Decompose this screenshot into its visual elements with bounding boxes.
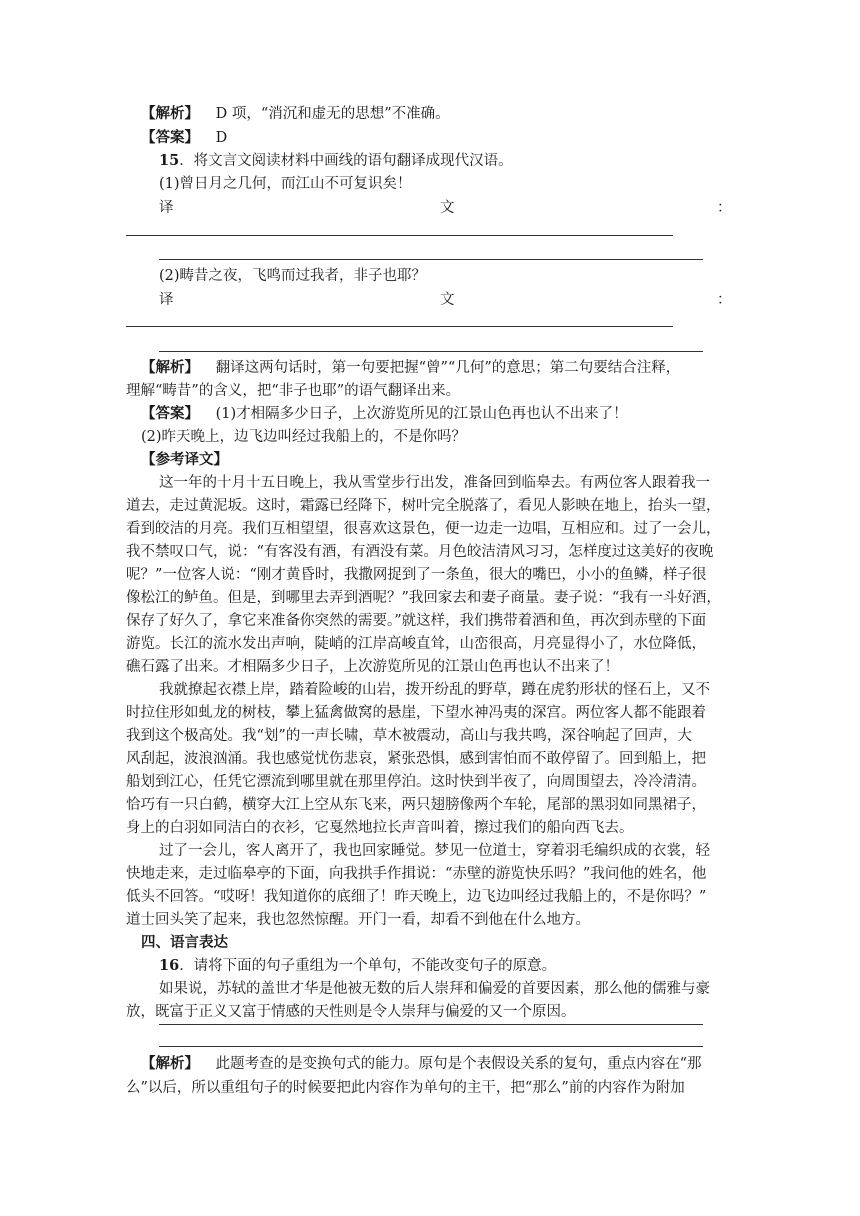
translate-label-1a: 译 bbox=[159, 200, 174, 216]
q15-prompt: ．将文言文阅读材料中画线的语句翻译成现代汉语。 bbox=[179, 153, 513, 169]
q16-analysis-text-2: 么”以后，所以重组句子的时候要把此内容作为单句的主干，把“那么”前的内容作为附加 bbox=[126, 1080, 685, 1096]
translation-line: 呢？”一位客人说：“刚才黄昏时，我撒网捉到了一条鱼，很大的嘴巴，小小的鱼鳞，样子很 bbox=[126, 567, 707, 583]
q15-analysis-line-1 bbox=[141, 358, 860, 378]
translation-line: 保存了好久了，拿它来准备你突然的需要。”就这样，我们携带着酒和鱼，再次到赤壁的下面 bbox=[126, 613, 707, 629]
q15-prompt-line bbox=[159, 151, 860, 171]
q15-analysis-text-2: 理解“畴昔”的含义，把“非子也耶”的语气翻译出来。 bbox=[126, 383, 461, 399]
answer-line bbox=[141, 128, 860, 148]
answer-rule bbox=[159, 1046, 703, 1047]
translation-line: 船划到江心，任凭它漂流到哪里就在那里停泊。这时快到半夜了，向周围望去，冷冷清清。 bbox=[126, 774, 706, 790]
translation-line: 过了一会儿，客人离开了，我也回家睡觉。梦见一位道士，穿着羽毛编织成的衣裳，轻 bbox=[159, 843, 710, 859]
translate-label-1b: 文 bbox=[440, 200, 455, 216]
q15-answer-line-1 bbox=[141, 404, 860, 424]
q15-sentence-2: (2)畴昔之夜，飞鸣而过我者，非子也耶？ bbox=[159, 268, 427, 284]
q16-analysis-label: 【解析】 bbox=[141, 1055, 199, 1072]
translation-line: 这一年的十月十五日晚上，我从雪堂步行出发，准备回到临皋去。有两位客人跟着我一 bbox=[159, 475, 710, 491]
q16-prompt-line bbox=[159, 956, 860, 976]
q16-analysis-text-1: 此题考查的是变换句式的能力。原句是个表假设关系的复句，重点内容在“那 bbox=[215, 1056, 702, 1072]
q16-analysis-line-1 bbox=[141, 1054, 860, 1074]
q16-text-1: 如果说，苏轼的盖世才华是他被无数的后人崇拜和偏爱的首要因素，那么他的儒雅与豪 bbox=[159, 981, 710, 997]
translate-label-2c: ： bbox=[717, 292, 732, 308]
translation-line: 我不禁叹口气，说：“有客没有酒，有酒没有菜。月色皎洁清风习习，怎样度过这美好的夜晚 bbox=[126, 544, 714, 560]
q16-prompt: ．请将下面的句子重组为一个单句，不能改变句子的原意。 bbox=[179, 958, 557, 974]
translation-line: 我就撩起衣襟上岸，踏着险峻的山岩，拨开纷乱的野草，蹲在虎豹形状的怪石上，又不 bbox=[159, 682, 710, 698]
answer-rule bbox=[159, 259, 703, 260]
q15-answer-text-2: (2)昨天晚上，边飞边叫经过我船上的，不是你吗？ bbox=[141, 429, 467, 445]
q16-number: 16 bbox=[159, 957, 180, 974]
translate-label-2a: 译 bbox=[159, 292, 174, 308]
translate-label-1c: ： bbox=[717, 200, 732, 216]
analysis-text: D 项，“消沉和虚无的思想”不准确。 bbox=[215, 106, 450, 122]
q15-answer-text-1: (1)才相隔多少日子，上次游览所见的江景山色再也认不出来了！ bbox=[215, 406, 628, 422]
q15-analysis-text-1: 翻译这两句话时，第一句要把握“曾”“几何”的意思；第二句要结合注释， bbox=[215, 360, 681, 376]
translation-line: 快地走来，走过临皋亭的下面，向我拱手作揖说：“赤壁的游览快乐吗？”我问他的姓名，他 bbox=[126, 866, 707, 882]
q16-text-2: 放，既富于正义又富于情感的天性则是令人崇拜与偏爱的又一个原因。 bbox=[126, 1004, 576, 1020]
translation-line: 看到皎洁的月亮。我们互相望望，很喜欢这景色，便一边走一边唱，互相应和。过了一会儿， bbox=[126, 521, 721, 537]
analysis-label: 【解析】 bbox=[141, 105, 199, 122]
translation-line: 游览。长江的流水发出声响，陡峭的江岸高峻直耸，山峦很高，月亮显得小了，水位降低， bbox=[126, 636, 706, 652]
translation-line: 风刮起，波浪汹涌。我也感觉忧伤悲哀，紧张恐惧，感到害怕而不敢停留了。回到船上，把 bbox=[126, 751, 706, 767]
translation-line: 低头不回答。“哎呀！我知道你的底细了！昨天晚上，边飞边叫经过我船上的，不是你吗？” bbox=[126, 889, 707, 905]
q15-number: 15 bbox=[159, 152, 180, 169]
q15-analysis-label: 【解析】 bbox=[141, 359, 199, 376]
q15-sentence-1: (1)曾日月之几何，而江山不可复识矣！ bbox=[159, 176, 412, 192]
translation-line: 时拉住形如虬龙的树枝，攀上猛禽做窝的悬崖，下望水神冯夷的深宫。两位客人都不能跟着 bbox=[126, 705, 706, 721]
translation-line: 像松江的鲈鱼。但是，到哪里去弄到酒呢？”我回家去和妻子商量。妻子说：“我有一斗好酒， bbox=[126, 590, 721, 606]
translation-line: 道士回头笑了起来，我也忽然惊醒。开门一看，却看不到他在什么地方。 bbox=[126, 912, 590, 928]
reference-translation-label: 【参考译文】 bbox=[141, 451, 228, 468]
section-heading: 四、语言表达 bbox=[141, 934, 228, 951]
q15-answer-label: 【答案】 bbox=[141, 405, 199, 422]
answer-text: D bbox=[215, 130, 228, 146]
answer-rule bbox=[126, 326, 673, 327]
translation-line: 道去，走过黄泥坂。这时，霜露已经降下，树叶完全脱落了，看见人影映在地上，抬头一望， bbox=[126, 498, 721, 514]
answer-label: 【答案】 bbox=[141, 129, 199, 146]
analysis-line bbox=[141, 104, 860, 124]
translation-line: 身上的白羽如同洁白的衣衫，它戛然地拉长声音叫着，擦过我们的船向西飞去。 bbox=[126, 820, 634, 836]
translation-line: 恰巧有一只白鹤，横穿大江上空从东飞来，两只翅膀像两个车轮，尾部的黑羽如同黑裙子， bbox=[126, 797, 706, 813]
answer-rule bbox=[126, 235, 673, 236]
answer-rule bbox=[159, 1024, 703, 1025]
translation-line: 我到这个极高处。我“划”的一声长啸，草木被震动，高山与我共鸣，深谷响起了回声，大 bbox=[126, 728, 692, 744]
translate-label-2b: 文 bbox=[440, 292, 455, 308]
answer-rule bbox=[159, 351, 703, 352]
translation-line: 礁石露了出来。才相隔多少日子，上次游览所见的江景山色再也认不出来了！ bbox=[126, 659, 619, 675]
